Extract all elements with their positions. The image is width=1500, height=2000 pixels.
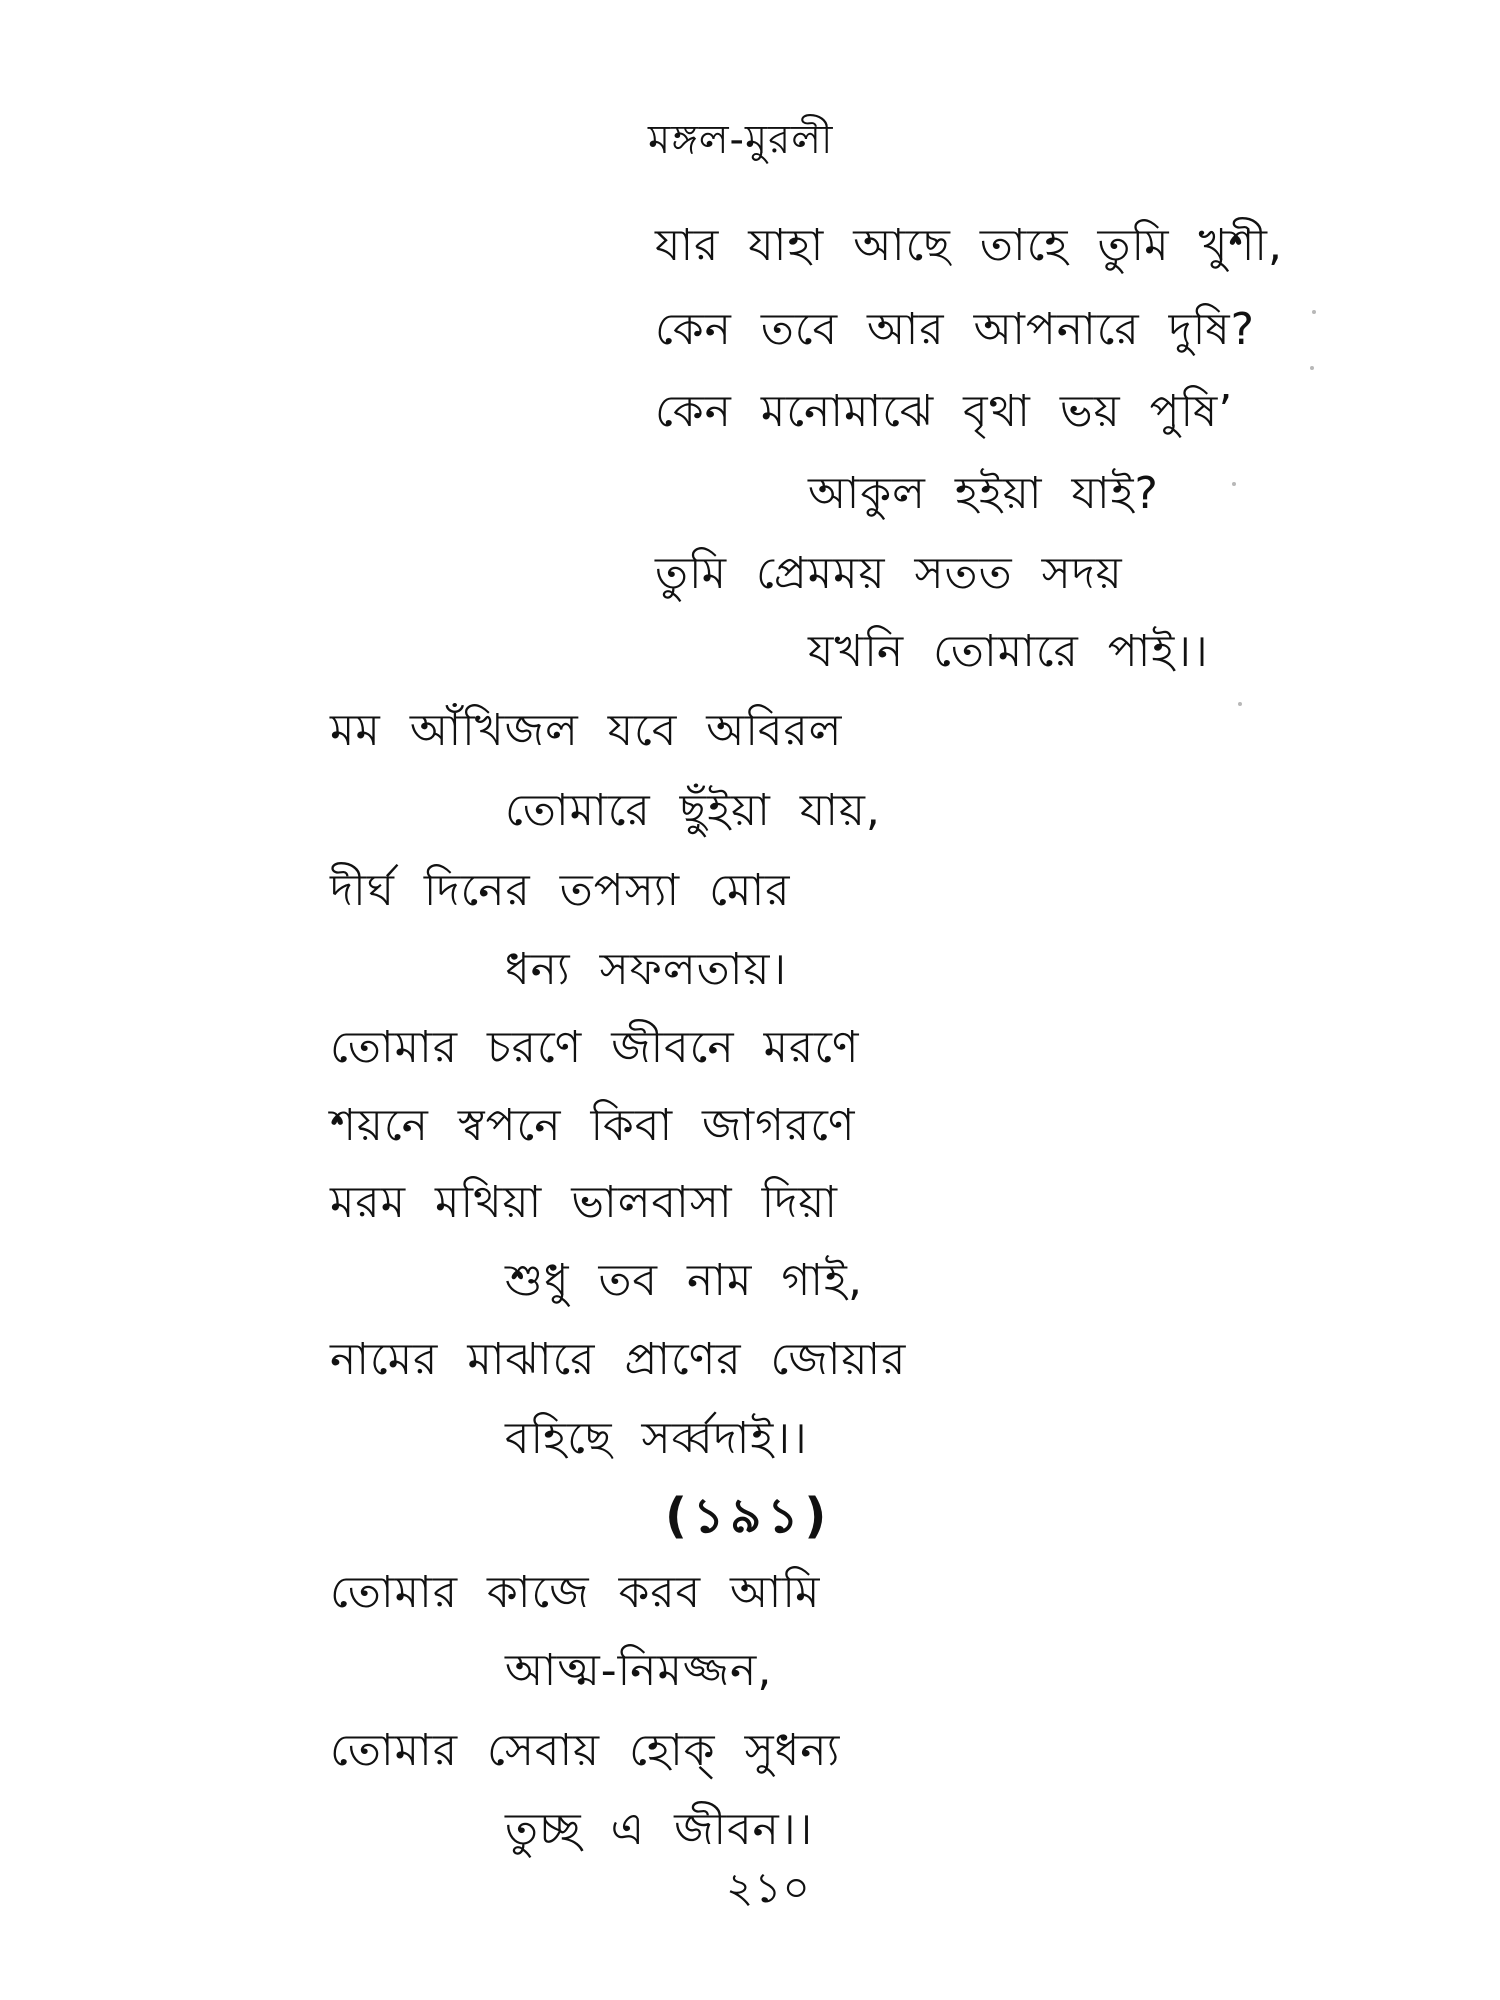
verse-line: বহিছে সর্ব্বদাই।। <box>505 1413 808 1464</box>
verse-line: কেন মনোমাঝে বৃথা ভয় পুষি’ <box>655 386 1234 437</box>
verse-line: শুধু তব নাম গাই, <box>505 1255 863 1306</box>
scan-speck <box>1238 702 1242 706</box>
verse-line: ধন্য সফলতায়। <box>505 944 788 995</box>
verse-line: আত্ম-নিমজ্জন, <box>505 1645 773 1696</box>
verse-line: যখনি তোমারে পাই।। <box>808 626 1209 677</box>
verse-line: নামের মাঝারে প্রাণের জোয়ার <box>330 1334 907 1385</box>
verse-line: তোমার সেবায় হোক্ সুধন্য <box>330 1725 841 1776</box>
song-number: (১৯১) <box>665 1488 833 1544</box>
verse-line: শয়নে স্বপনে কিবা জাগরণে <box>330 1100 856 1151</box>
verse-line: তুচ্ছ এ জীবন।। <box>505 1804 814 1855</box>
scan-speck <box>1312 310 1316 314</box>
verse-line: তুমি প্রেমময় সতত সদয় <box>655 548 1123 599</box>
page-number: ২১০ <box>726 1863 811 1912</box>
verse-line: মরম মথিয়া ভালবাসা দিয়া <box>330 1177 839 1228</box>
running-header: মঙ্গল-মুরলী <box>648 117 834 163</box>
verse-line: যার যাহা আছে তাহে তুমি খুশী, <box>655 220 1283 271</box>
verse-line: তোমার চরণে জীবনে মরণে <box>330 1022 860 1073</box>
verse-line: কেন তবে আর আপনারে দুষি? <box>655 304 1255 355</box>
verse-line: মম আঁখিজল যবে অবিরল <box>330 705 843 756</box>
verse-line: দীর্ঘ দিনের তপস্যা মোর <box>330 865 791 916</box>
scan-speck <box>1232 482 1236 486</box>
scan-speck <box>1310 366 1314 370</box>
verse-line: তোমার কাজে করব আমি <box>330 1567 821 1618</box>
verse-line: আকুল হইয়া যাই? <box>808 468 1159 519</box>
verse-line: তোমারে ছুঁইয়া যায়, <box>505 785 881 836</box>
